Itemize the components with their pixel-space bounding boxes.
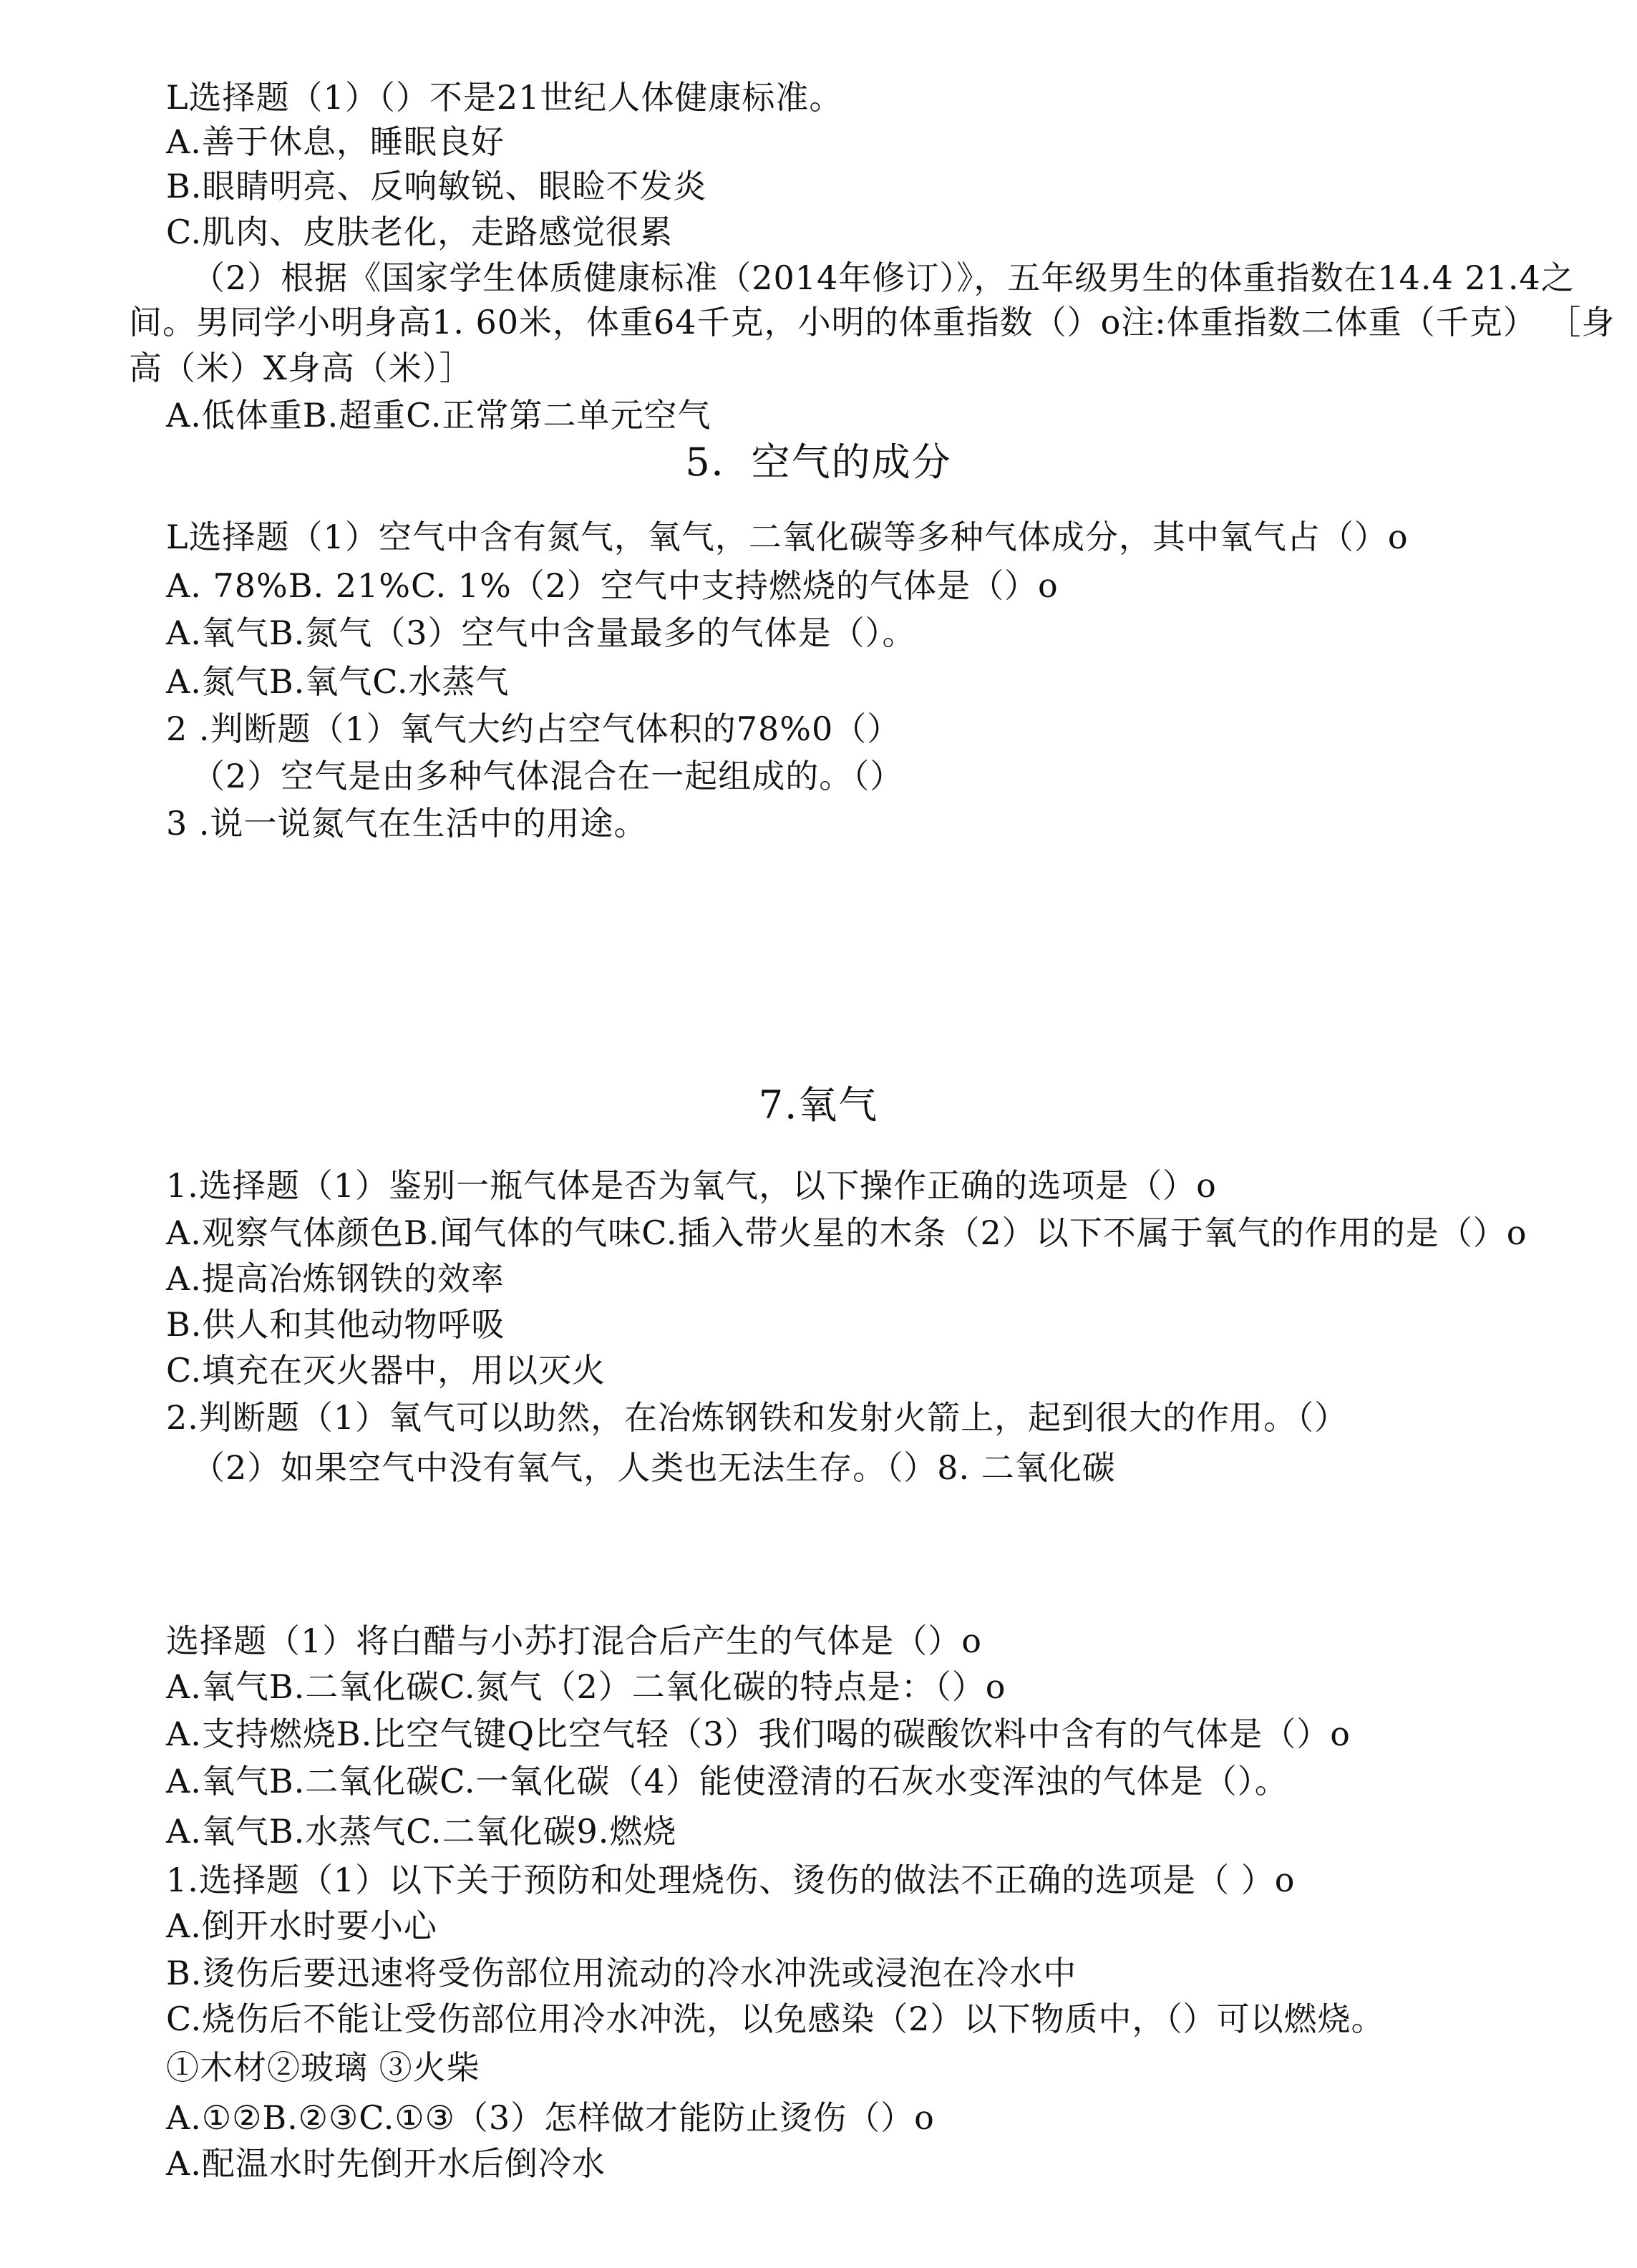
section-8-line-1: 选择题（1）将白醋与小苏打混合后产生的气体是（）o <box>166 1622 982 1660</box>
health-question-2-line-2: 间。男同学小明身高1. 60米，体重64千克，小明的体重指数（）o注:体重指数二体重（千克） ［身 <box>129 303 1616 341</box>
section-8-line-2: A.氧气B.二氧化碳C.氮气（2）二氧化碳的特点是：（）o <box>166 1667 1006 1706</box>
section-5-line-2: A. 78%B. 21%C. 1%（2）空气中支持燃烧的气体是（）o <box>166 566 1059 605</box>
health-q2-options: A.低体重B.超重C.正常第二单元空气 <box>166 396 711 435</box>
section-9-line-5: ①木材②玻璃 ③火柴 <box>166 2048 480 2087</box>
section-7-line-5: C.填充在灭火器中，用以灭火 <box>166 1351 606 1390</box>
section-7-line-1: 1.选择题（1）鉴别一瓶气体是否为氧气，以下操作正确的选项是（）o <box>166 1166 1217 1205</box>
health-question-2-line-3: 高（米）X身高（米）］ <box>129 349 473 387</box>
section-7-line-7: （2）如果空气中没有氧气，人类也无法生存。（）8. 二氧化碳 <box>192 1448 1116 1487</box>
section-7-line-3: A.提高冶炼钢铁的效率 <box>166 1259 505 1298</box>
health-question-1: L选择题（1）（）不是21世纪人体健康标准。 <box>166 78 843 117</box>
health-question-2-line-1: （2）根据《国家学生体质健康标准（2014年修订）》，五年级男生的体重指数在14.4 21.4之 <box>192 258 1575 297</box>
section-9-line-6: A.①②B.②③C.①③（3）怎样做才能防止烫伤（）o <box>166 2098 935 2137</box>
section-5-line-4: A.氮气B.氧气C.水蒸气 <box>166 662 510 701</box>
health-q1-option-b: B.眼睛明亮、反响敏锐、眼睑不发炎 <box>166 167 707 205</box>
section-7-title: 7.氧气 <box>758 1082 879 1128</box>
section-9-line-2: A.倒开水时要小心 <box>166 1906 437 1945</box>
section-5-line-5: 2 .判断题（1）氧气大约占空气体积的78%0（） <box>166 709 901 748</box>
section-8-line-3: A.支持燃烧B.比空气键Q比空气轻（3）我们喝的碳酸饮料中含有的气体是（）o <box>166 1715 1351 1753</box>
health-q1-option-a: A.善于休息，睡眠良好 <box>166 122 505 161</box>
section-5-line-1: L选择题（1）空气中含有氮气，氧气，二氧化碳等多种气体成分，其中氧气占（）o <box>166 518 1409 556</box>
section-5-line-7: 3 .说一说氮气在生活中的用途。 <box>166 804 648 843</box>
section-9-line-4: C.烧伤后不能让受伤部位用冷水冲洗，以免感染（2）以下物质中，（）可以燃烧。 <box>166 2000 1385 2038</box>
section-9-line-7: A.配温水时先倒开水后倒冷水 <box>166 2144 606 2183</box>
section-9-line-1: 1.选择题（1）以下关于预防和处理烧伤、烫伤的做法不正确的选项是（ ）o <box>166 1861 1296 1899</box>
section-7-line-2: A.观察气体颜色B.闻气体的气味C.插入带火星的木条（2）以下不属于氧气的作用的是（）o <box>166 1213 1527 1252</box>
section-5-line-3: A.氧气B.氮气（3）空气中含量最多的气体是（）。 <box>166 614 916 652</box>
section-9-line-3: B.烫伤后要迅速将受伤部位用流动的冷水冲洗或浸泡在冷水中 <box>166 1954 1077 1992</box>
section-8-line-5: A.氧气B.水蒸气C.二氧化碳9.燃烧 <box>166 1812 677 1851</box>
section-7-line-4: B.供人和其他动物呼吸 <box>166 1305 505 1344</box>
section-7-line-6: 2.判断题（1）氧气可以助然，在冶炼钢铁和发射火箭上，起到很大的作用。（） <box>166 1398 1349 1437</box>
health-q1-option-c: C.肌肉、皮肤老化，走路感觉很累 <box>166 213 674 251</box>
section-5-title: 5．空气的成分 <box>685 440 952 485</box>
section-8-line-4: A.氧气B.二氧化碳C.一氧化碳（4）能使澄清的石灰水变浑浊的气体是（）。 <box>166 1762 1288 1801</box>
section-5-line-6: （2）空气是由多种气体混合在一起组成的。（） <box>192 757 904 795</box>
